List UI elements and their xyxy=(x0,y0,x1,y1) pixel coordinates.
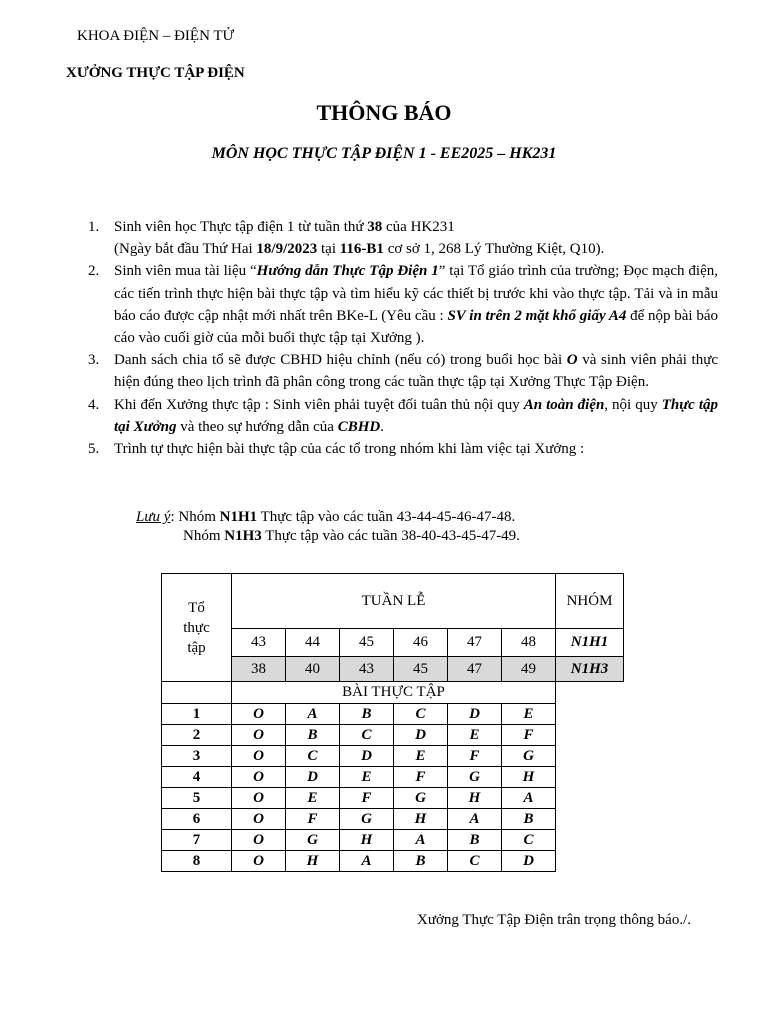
week-cell: 45 xyxy=(340,629,394,657)
lab-cell: C xyxy=(286,746,340,767)
lab-cell: G xyxy=(502,746,556,767)
item-text: và theo sự hướng dẫn của xyxy=(176,418,338,435)
lab-cell: O xyxy=(232,788,286,809)
lab-code: O xyxy=(566,352,578,369)
note-text: Nhóm xyxy=(183,528,225,544)
lab-cell: C xyxy=(502,830,556,851)
lab-cell: A xyxy=(340,851,394,872)
start-date: 18/9/2023 xyxy=(256,241,318,258)
week-cell: 46 xyxy=(394,629,448,657)
team-cell: 2 xyxy=(162,725,232,746)
list-item-1 xyxy=(88,216,718,260)
item-1-line-2 xyxy=(114,238,718,260)
team-cell: 7 xyxy=(162,830,232,851)
team-cell: 6 xyxy=(162,809,232,830)
lab-cell: H xyxy=(502,767,556,788)
item-number: 3. xyxy=(88,352,100,369)
lab-cell: O xyxy=(232,767,286,788)
lab-cell: F xyxy=(502,725,556,746)
item-text: để nộp bài báo cáo vào cuối giờ của mỗi buổi thực tập tại Xưởng ). xyxy=(114,307,719,347)
item-text: Sinh viên học Thực tập điện 1 từ tuần thứ xyxy=(114,219,368,235)
lab-cell: G xyxy=(394,788,448,809)
page-title: THÔNG BÁO xyxy=(316,100,452,125)
print-requirement: SV in trên 2 mặt khổ giấy A4 xyxy=(447,307,627,324)
lab-cell: G xyxy=(340,809,394,830)
lab-header: BÀI THỰC TẬP xyxy=(232,682,556,704)
week-cell: 47 xyxy=(448,657,502,682)
room: 116-B1 xyxy=(339,241,384,258)
note-line-2 xyxy=(183,528,520,545)
week-cell: 40 xyxy=(286,657,340,682)
group-cell: N1H3 xyxy=(556,657,624,682)
table-row xyxy=(162,830,624,851)
team-header-label: Tổ thực tập xyxy=(183,599,210,656)
item-number: 1. xyxy=(88,219,100,235)
week-number: 38 xyxy=(367,219,383,235)
week-row-1 xyxy=(162,629,624,657)
team-cell: 1 xyxy=(162,704,232,725)
item-text: Khi đến Xưởng thực tập : Sinh viên phải tuyệt đối tuân thủ nội quy xyxy=(114,396,524,413)
schedule-table xyxy=(161,573,624,872)
lab-cell: A xyxy=(502,788,556,809)
lab-cell: E xyxy=(502,704,556,725)
lab-cell: G xyxy=(448,767,502,788)
lab-cell: H xyxy=(394,809,448,830)
lab-cell: C xyxy=(394,704,448,725)
week-header: TUẦN LỄ xyxy=(232,574,556,629)
list-item-2 xyxy=(88,260,718,349)
week-cell: 47 xyxy=(448,629,502,657)
lab-cell: E xyxy=(340,767,394,788)
supervisor-abbrev: CBHD xyxy=(337,418,381,435)
week-cell: 45 xyxy=(394,657,448,682)
lab-cell: E xyxy=(448,725,502,746)
lab-cell: D xyxy=(448,704,502,725)
document-title: Hướng dẫn Thực Tập Điện 1 xyxy=(256,263,439,280)
rule-name: Thực tập tại Xưởng xyxy=(114,396,718,435)
item-number: 5. xyxy=(88,441,100,458)
rule-name: An toàn điện xyxy=(523,396,605,413)
lab-cell: F xyxy=(286,809,340,830)
week-cell: 43 xyxy=(232,629,286,657)
team-cell: 8 xyxy=(162,851,232,872)
item-text: Sinh viên mua tài liệu “ xyxy=(114,263,257,280)
instruction-list xyxy=(88,216,718,460)
week-cell: 43 xyxy=(340,657,394,682)
item-text: Trình tự thực hiện bài thực tập của các tổ trong nhóm khi làm việc tại Xưởng : xyxy=(114,441,585,458)
item-text: của HK231 xyxy=(382,219,455,235)
item-text: , nội quy xyxy=(604,396,662,413)
closing-line: Xưởng Thực Tập Điện trân trọng thông báo./. xyxy=(417,912,692,928)
group-code: N1H1 xyxy=(219,509,258,525)
list-item-3 xyxy=(88,349,718,393)
lab-cell: D xyxy=(394,725,448,746)
lab-cell: E xyxy=(286,788,340,809)
note-separator: : xyxy=(170,509,179,525)
workshop-name: XƯỞNG THỰC TẬP ĐIỆN xyxy=(66,65,245,81)
team-header xyxy=(162,574,232,682)
table-row xyxy=(162,809,624,830)
list-item-4 xyxy=(88,394,718,438)
page-subtitle: MÔN HỌC THỰC TẬP ĐIỆN 1 - EE2025 – HK231 xyxy=(211,145,557,162)
team-cell: 3 xyxy=(162,746,232,767)
group-cell: N1H1 xyxy=(556,629,624,657)
note-line-1 xyxy=(136,506,515,528)
lab-cell: D xyxy=(340,746,394,767)
note-label: Lưu ý xyxy=(136,509,171,525)
lab-cell: B xyxy=(286,725,340,746)
table-row xyxy=(162,725,624,746)
lab-cell: C xyxy=(448,851,502,872)
lab-cell: O xyxy=(232,851,286,872)
team-cell: 5 xyxy=(162,788,232,809)
lab-cell: E xyxy=(394,746,448,767)
item-number: 4. xyxy=(88,396,100,413)
week-cell: 48 xyxy=(502,629,556,657)
empty-cell xyxy=(162,682,232,704)
lab-cell: B xyxy=(394,851,448,872)
lab-cell: G xyxy=(286,830,340,851)
note-text: Thực tập vào các tuần 43-44-45-46-47-48. xyxy=(257,509,516,525)
item-text: tại xyxy=(317,241,340,258)
lab-cell: D xyxy=(286,767,340,788)
lab-cell: O xyxy=(232,704,286,725)
item-text: ” tại Tổ giáo trình của trường; Đọc mạch điện, các tiến trình thực hiện bài thực tập và tìm hiểu kỹ các thiết bị trước khi vào thực tập. Tải và in mẫu báo cáo được cập nhật mới nhất trên BKe-L (Yêu cầu : xyxy=(114,263,719,324)
note-text: Nhóm xyxy=(178,509,220,525)
item-number: 2. xyxy=(88,263,100,280)
table-row xyxy=(162,746,624,767)
team-cell: 4 xyxy=(162,767,232,788)
lab-cell: H xyxy=(286,851,340,872)
lab-cell: F xyxy=(448,746,502,767)
item-text: và sinh viên phải thực hiện đúng theo lịch trình đã phân công trong các tuần thực tập tại Xưởng Thực Tập Điện. xyxy=(114,352,718,391)
week-row-2 xyxy=(162,657,624,682)
list-item-5 xyxy=(88,438,718,460)
table-row xyxy=(162,704,624,725)
lab-cell: F xyxy=(394,767,448,788)
table-row xyxy=(162,788,624,809)
table-row xyxy=(162,767,624,788)
week-cell: 44 xyxy=(286,629,340,657)
lab-cell: A xyxy=(448,809,502,830)
table-row xyxy=(162,851,624,872)
lab-cell: O xyxy=(232,809,286,830)
lab-cell: B xyxy=(448,830,502,851)
empty-cell xyxy=(556,682,624,872)
lab-cell: O xyxy=(232,830,286,851)
group-code: N1H3 xyxy=(224,528,262,544)
lab-cell: O xyxy=(232,746,286,767)
faculty-name: KHOA ĐIỆN – ĐIỆN TỬ xyxy=(77,28,235,44)
lab-cell: C xyxy=(340,725,394,746)
item-text: . xyxy=(380,418,384,435)
lab-cell: F xyxy=(340,788,394,809)
lab-cell: A xyxy=(394,830,448,851)
lab-cell: B xyxy=(340,704,394,725)
item-1-line-1 xyxy=(114,216,718,238)
week-cell: 49 xyxy=(502,657,556,682)
group-header: NHÓM xyxy=(556,574,624,629)
lab-cell: O xyxy=(232,725,286,746)
lab-cell: H xyxy=(448,788,502,809)
lab-cell: A xyxy=(286,704,340,725)
lab-header-row xyxy=(162,682,624,704)
item-text: (Ngày bắt đầu Thứ Hai xyxy=(114,241,257,258)
item-text: Danh sách chia tổ sẽ được CBHD hiệu chỉnh (nếu có) trong buổi học bài xyxy=(114,352,567,369)
item-text: cơ sở 1, 268 Lý Thường Kiệt, Q10). xyxy=(383,241,605,258)
lab-cell: H xyxy=(340,830,394,851)
lab-cell: D xyxy=(502,851,556,872)
table-header-row xyxy=(162,574,624,629)
week-cell: 38 xyxy=(232,657,286,682)
note-text: Thực tập vào các tuần 38-40-43-45-47-49. xyxy=(261,528,520,544)
lab-cell: B xyxy=(502,809,556,830)
